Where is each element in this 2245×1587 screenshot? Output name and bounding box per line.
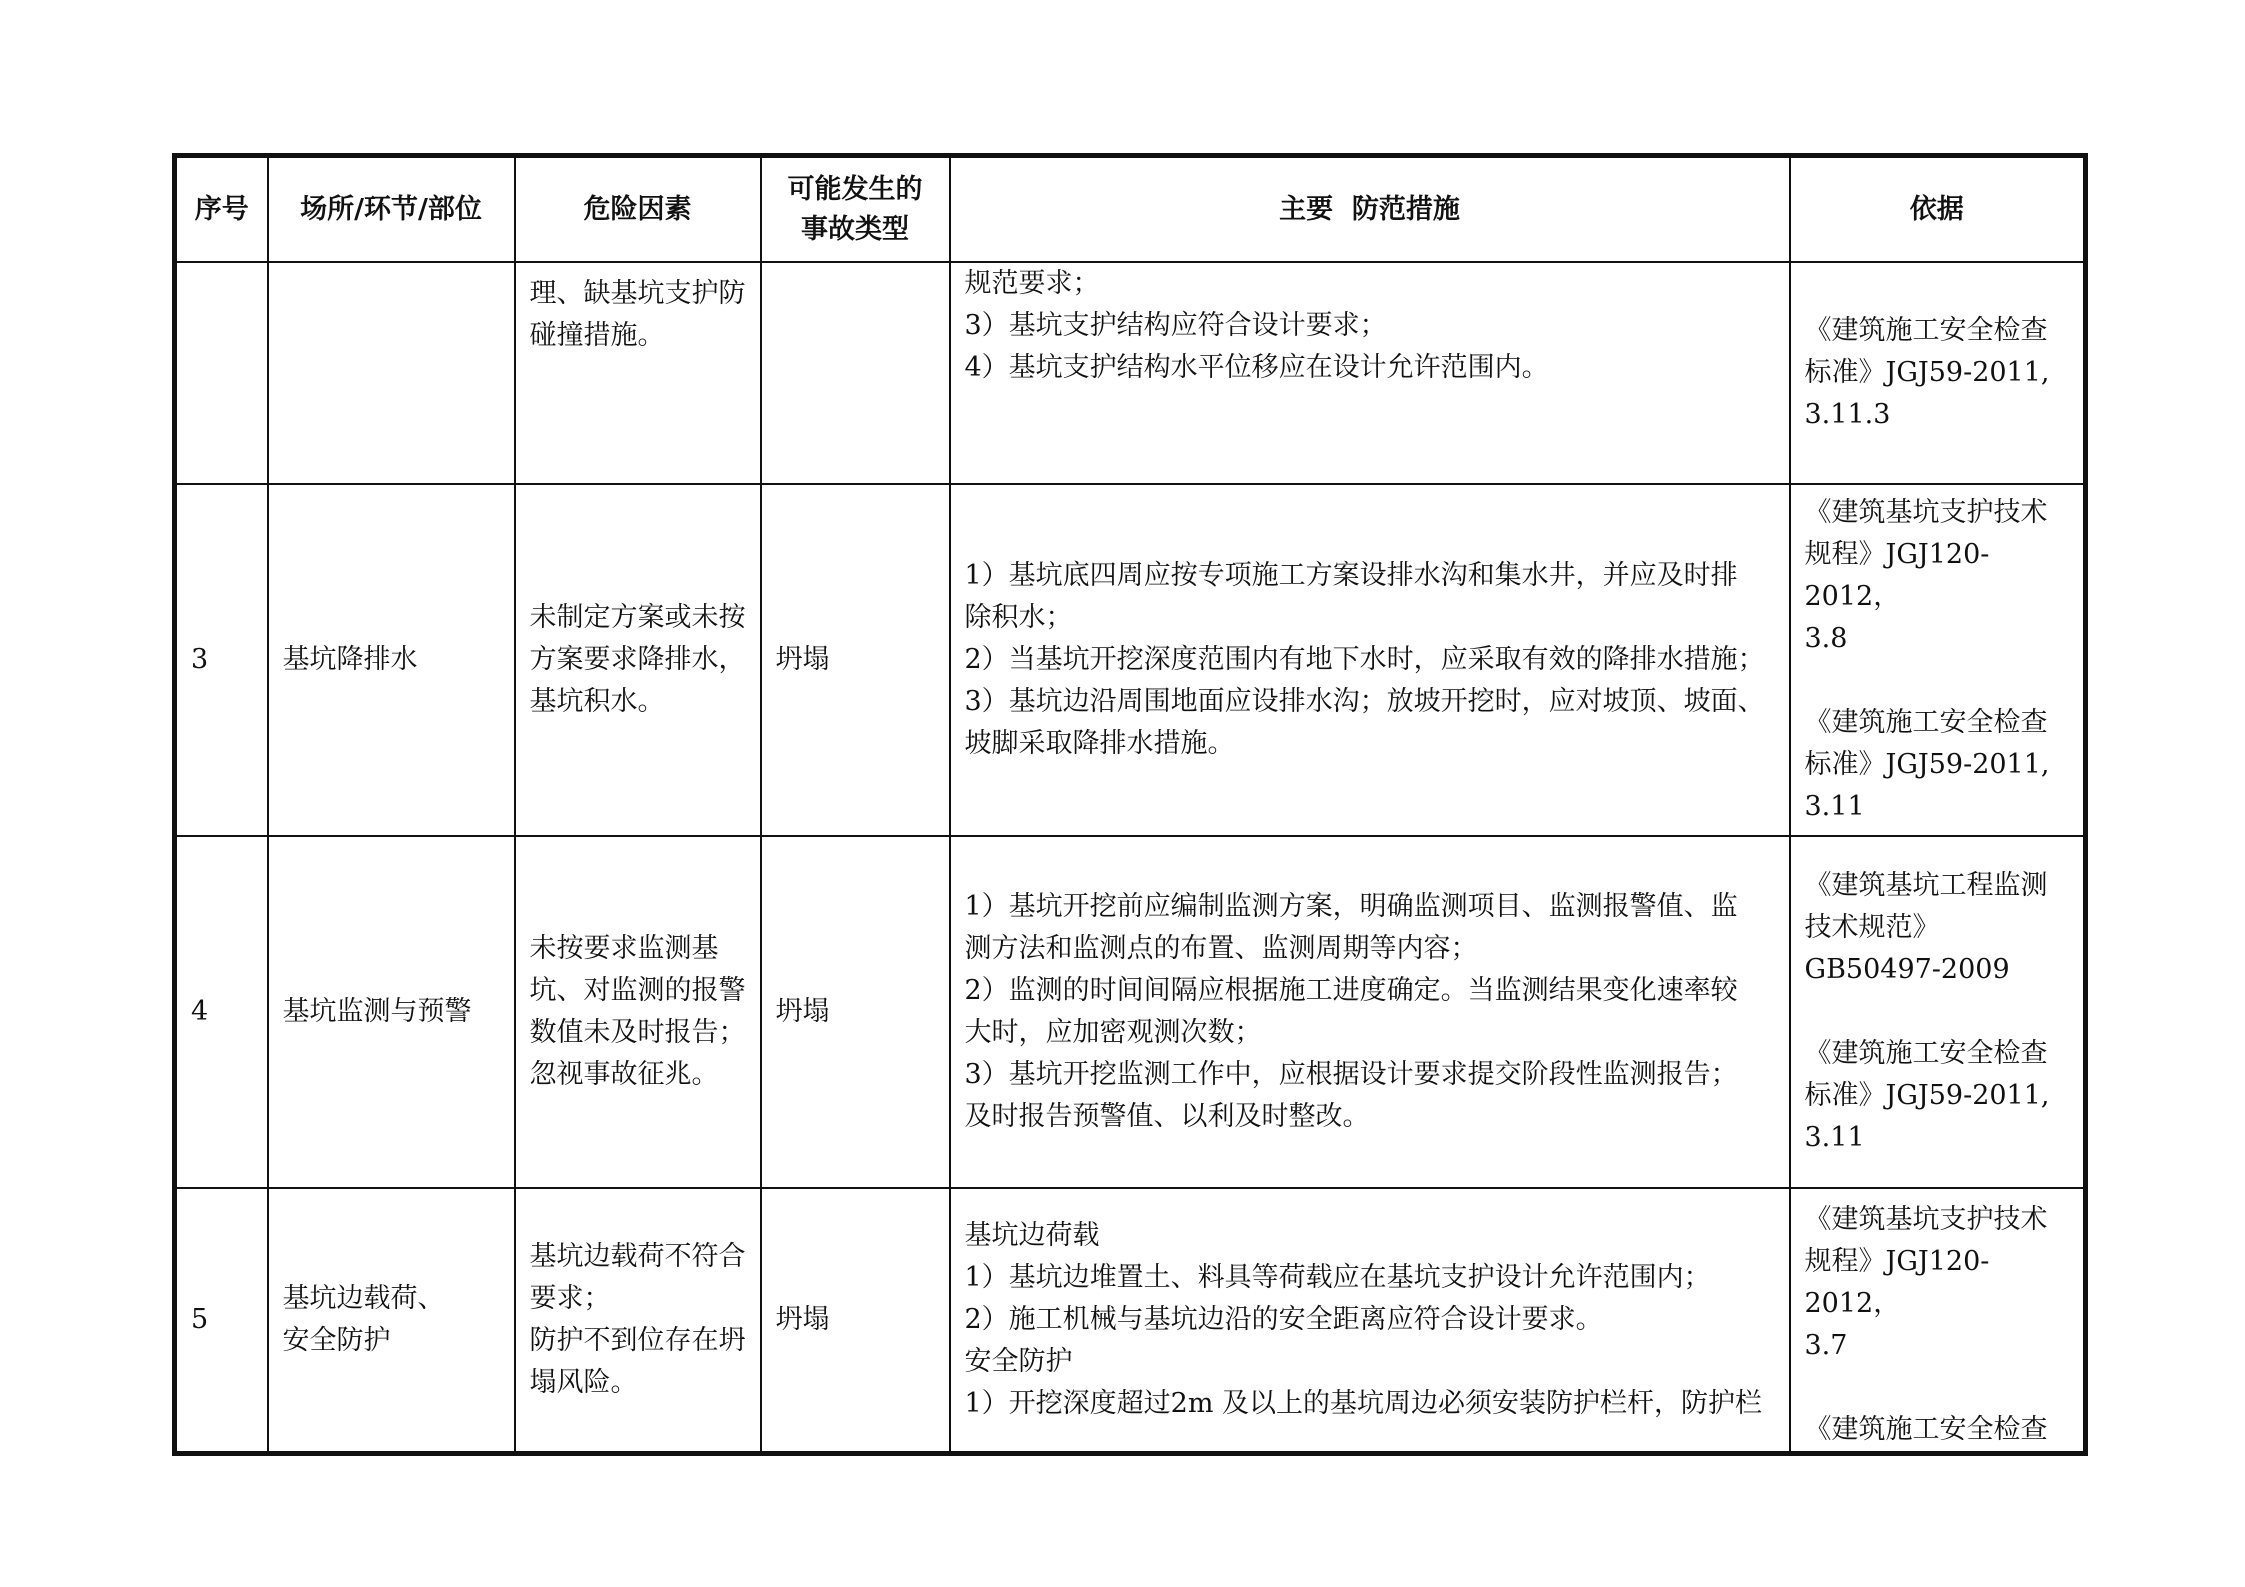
row-basis bbox=[1790, 484, 2086, 836]
table-header-row bbox=[175, 156, 2086, 263]
basis-reference: 《建筑施工安全检查 bbox=[1804, 1414, 2048, 1445]
header-measures: 主要 防范措施 bbox=[950, 156, 1790, 263]
basis-reference: 《建筑基坑支护技术 规程》JGJ120-2012， 3.8 bbox=[1804, 497, 2048, 654]
basis-reference: 《建筑基坑工程监测 技术规范》 GB50497-2009 bbox=[1804, 870, 2048, 985]
basis-reference: 《建筑施工安全检查 标准》JGJ59-2011, 3.11.3 bbox=[1804, 315, 2050, 430]
header-location: 场所/环节/部位 bbox=[268, 156, 515, 263]
row-hazard: 理、缺基坑支护防 碰撞措施。 bbox=[515, 262, 761, 484]
row-index: 3 bbox=[175, 484, 268, 836]
row-measures: 规范要求； 3）基坑支护结构应符合设计要求； 4）基坑支护结构水平位移应在设计允许范围内。 bbox=[950, 262, 1790, 484]
row-accident-type: 坍塌 bbox=[761, 836, 950, 1188]
row-basis bbox=[1790, 262, 2086, 484]
row-measures: 1）基坑开挖前应编制监测方案，明确监测项目、监测报警值、监 测方法和监测点的布置、监测周期等内容； 2）监测的时间间隔应根据施工进度确定。当监测结果变化速率较 大时，应加密观测次数； 3）基坑开挖监测工作中，应根据设计要求提交阶段性监测报告； 及时报告预警值、以利及时整改。 bbox=[950, 836, 1790, 1188]
header-index: 序号 bbox=[175, 156, 268, 263]
row-location: 基坑边载荷、 安全防护 bbox=[268, 1188, 515, 1454]
row-index: 5 bbox=[175, 1188, 268, 1454]
row-index: 4 bbox=[175, 836, 268, 1188]
row-accident-type bbox=[761, 262, 950, 484]
row-hazard: 未制定方案或未按 方案要求降排水， 基坑积水。 bbox=[515, 484, 761, 836]
header-accident-type: 可能发生的 事故类型 bbox=[761, 156, 950, 263]
table-row bbox=[175, 1188, 2086, 1454]
row-location: 基坑降排水 bbox=[268, 484, 515, 836]
row-index bbox=[175, 262, 268, 484]
header-basis: 依据 bbox=[1790, 156, 2086, 263]
row-hazard: 基坑边载荷不符合 要求； 防护不到位存在坍 塌风险。 bbox=[515, 1188, 761, 1454]
row-accident-type: 坍塌 bbox=[761, 1188, 950, 1454]
row-hazard: 未按要求监测基 坑、对监测的报警 数值未及时报告； 忽视事故征兆。 bbox=[515, 836, 761, 1188]
table-row bbox=[175, 262, 2086, 484]
basis-reference: 《建筑施工安全检查 标准》JGJ59-2011, 3.11 bbox=[1804, 707, 2050, 822]
basis-reference: 《建筑施工安全检查 标准》JGJ59-2011, 3.11 bbox=[1804, 1038, 2050, 1153]
row-accident-type: 坍塌 bbox=[761, 484, 950, 836]
row-measures: 基坑边荷载 1）基坑边堆置土、料具等荷载应在基坑支护设计允许范围内； 2）施工机械与基坑边沿的安全距离应符合设计要求。 安全防护 1）开挖深度超过2m 及以上的基坑周边必须安装防护栏杆，防护栏 bbox=[950, 1188, 1790, 1454]
table-row bbox=[175, 484, 2086, 836]
row-location bbox=[268, 262, 515, 484]
table-row bbox=[175, 836, 2086, 1188]
basis-reference: 《建筑基坑支护技术 规程》JGJ120-2012， 3.7 bbox=[1804, 1204, 2048, 1361]
hazard-control-table bbox=[172, 153, 2088, 1456]
row-basis bbox=[1790, 1188, 2086, 1454]
header-hazard: 危险因素 bbox=[515, 156, 761, 263]
row-basis bbox=[1790, 836, 2086, 1188]
row-measures: 1）基坑底四周应按专项施工方案设排水沟和集水井，并应及时排 除积水； 2）当基坑开挖深度范围内有地下水时，应采取有效的降排水措施； 3）基坑边沿周围地面应设排水沟；放坡开挖时，应对坡顶、坡面、 坡脚采取降排水措施。 bbox=[950, 484, 1790, 836]
row-location: 基坑监测与预警 bbox=[268, 836, 515, 1188]
